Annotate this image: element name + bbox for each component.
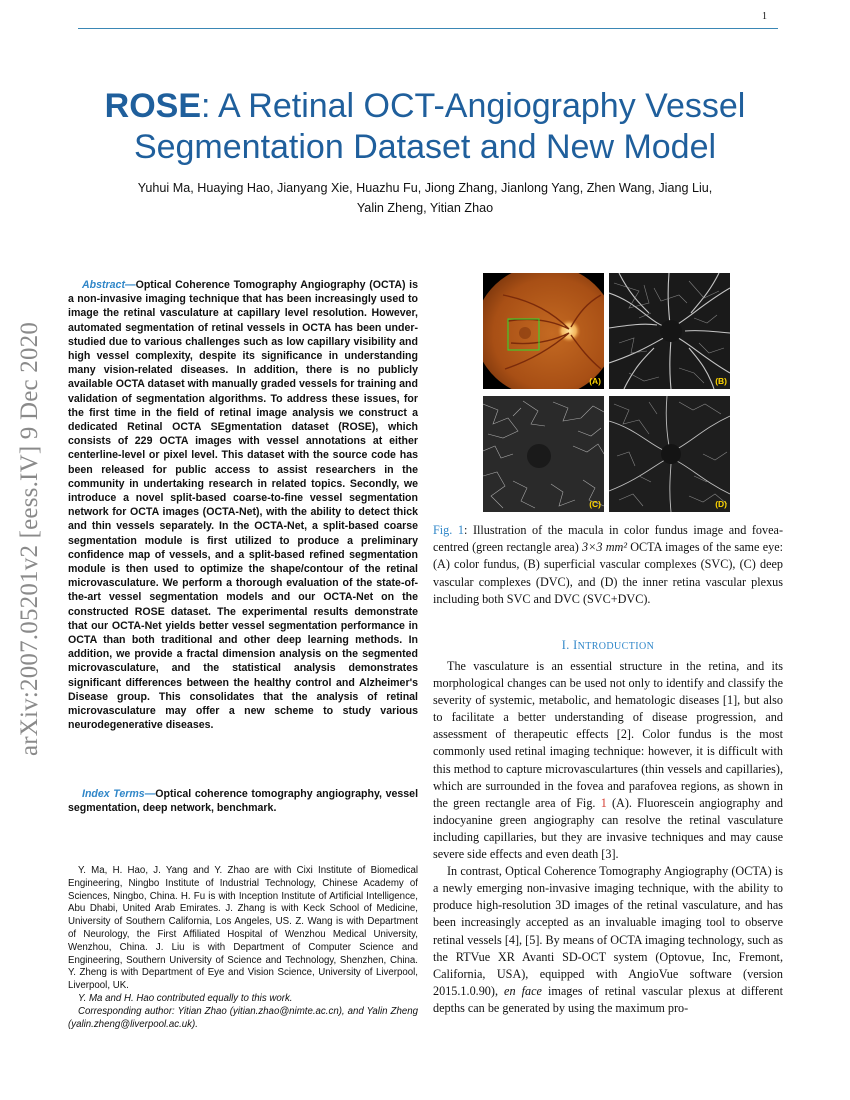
panel-label-c: (C) — [589, 499, 601, 509]
section-numeral: I. — [561, 638, 570, 652]
intro-p1-text-a: The vasculature is an essential structure in the retina, and its morphological changes can be used not only to identify and classify the severity of systemic, metabolic, and hematologic diseases [1], but also to facilitate a better understanding of disease progression, and assessment of therapeutic effects [2]. Color fundus is the most commonly used retinal imaging technique: however, it is difficult with this method to capture microvasculartures (thin vessels and capillaries), which are surrounded in the fovea and parafovea regions, as shown in the green rectangle area of Fig. — [433, 659, 783, 810]
introduction-body — [433, 658, 783, 1017]
authors-line2: Yalin Zheng, Yitian Zhao — [356, 201, 494, 215]
intro-p1-text-b: (A). Fluorescein angiography and indocyanine green angiography can resolve the retinal vasculature including capillaries, but they are invasive techniques and may cause severe side effects and even death [3]. — [433, 795, 784, 862]
intro-p2-text-b: images of retinal vascular plexus at different depths can be generated by using the maximum pro- — [433, 983, 783, 1015]
page-number: 1 — [762, 11, 767, 22]
title-line2: Segmentation Dataset and New Model — [133, 128, 717, 166]
intro-paragraph-2 — [433, 863, 783, 1017]
abstract-lead: Abstract— — [82, 279, 136, 291]
abstract-text: Optical Coherence Tomography Angiography (OCTA) is a non-invasive imaging technique that has been increasingly used to image the retinal vasculature at capillary level resolution. However, automated segmentation of retinal vessels in OCTA has been under-studied due to various challenges such as low capillary visibility and high vessel complexity, despite its significance in understanding many vision-related diseases. In addition, there is no publicly available OCTA dataset with manually graded vessels for training and validation of segmentation algorithms. To address these issues, for the first time in the field of retinal image analysis we construct a dedicated Retinal OCTA SEgmentation dataset (ROSE), which consists of 229 OCTA images with vessel annotations at either centerline-level or pixel level. This dataset with the source code has been released for public access to assist researchers in the community in undertaking research in related topics. Secondly, we introduce a novel split-based coarse-to-fine vessel segmentation network for OCTA images (OCTA-Net), with the ability to detect thick and thin vessels separately. In the OCTA-Net, a split-based coarse segmentation module is first utilized to produce a preliminary confidence map of vessels, and a split-based refined segmentation module is then used to optimize the shape/contour of the retinal microvasculature. We perform a thorough evaluation of the state-of-the-art vessel segmentation models and our OCTA-Net on the constructed ROSE dataset. The experimental results demonstrate that our OCTA-Net yields better vessel segmentation performance in OCTA than both traditional and other deep learning methods. In addition, we provide a fractal dimension analysis on the segmented microvasculature, and the statistical analysis demonstrates significant differences between the healthy control and Alzheimer's Disease group. This consolidates that the analysis of retinal microvasculature may offer a new scheme to study various neurodegenerative diseases. — [68, 279, 418, 732]
abstract — [68, 278, 418, 733]
author-list — [80, 178, 770, 218]
caption-text-1: : Illustration of the macula in color fundus image and fovea-centred (green rectangle area) — [433, 523, 784, 555]
caption-math: 3×3 mm² — [582, 540, 627, 555]
figure-panel-b-svc — [609, 273, 730, 389]
figure-panel-d-svc-dvc — [609, 396, 730, 512]
footnote-corresponding: Corresponding author: Yitian Zhao (yitian.zhao@nimte.ac.cn), and Yalin Zheng (yalin.zheng@liverpool.ac.uk). — [68, 1005, 418, 1030]
figure-panel-c-dvc — [483, 396, 604, 512]
footnote — [68, 865, 418, 1031]
panel-label-b: (B) — [715, 376, 727, 386]
section-initial: I — [573, 638, 578, 652]
paper-title — [80, 86, 770, 168]
caption-text-2: OCTA images of the same eye: (A) color fundus, (B) superficial vascular complexes (SVC), (C) deep vascular complexes (DVC), and (D) the inner retina vascular plexus including both SVC and DVC (SVC+DVC). — [433, 540, 783, 606]
authors-line1: Yuhui Ma, Huaying Hao, Jianyang Xie, Huazhu Fu, Jiong Zhang, Jianlong Yang, Zhen Wang, Jiang Liu, — [137, 181, 713, 195]
title-line1: : A Retinal OCT-Angiography Vessel — [201, 87, 746, 125]
panel-label-a: (A) — [589, 376, 601, 386]
arxiv-stamp-text: arXiv:2007.05201v2 [eess.IV] 9 Dec 2020 — [16, 321, 43, 757]
footnote-equal-contribution: Y. Ma and H. Hao contributed equally to this work. — [78, 992, 293, 1004]
fig-reference-link[interactable]: 1 — [600, 795, 607, 810]
footnote-affiliations: Y. Ma, H. Hao, J. Yang and Y. Zhao are with Cixi Institute of Biomedical Engineering, Ningbo Institute of Industrial Technology, Chinese Academy of Sciences, Ningbo, China. H. Fu is with Inception Institute of Artificial Intelligence, Abu Dhabi, United Arab Emirates. J. Zhang is with Keck School of Medicine, University of Southern California, Los Angeles, US. Z. Wang is with Department of Neurology, the First Affiliated Hospital of Wenzhou Medical University, Wenzhou, China. J. Liu is with Department of Computer Science and Engineering, Southern University of Science and Technology, Shenzhen, China. Y. Zheng is with Department of Eye and Vision Science, University of Liverpool, Liverpool, UK. — [68, 865, 418, 992]
header-rule — [78, 28, 778, 29]
title-acronym: ROSE — [104, 87, 202, 125]
intro-p2-text-a: In contrast, Optical Coherence Tomography Angiography (OCTA) is a newly emerging non-invasive imaging technique, with the ability to produce high-resolution 3D images of the retinal vasculature, and has been increasingly accepted as an invaluable imaging tool to observe retinal vessels [4], [5]. By means of OCTA imaging technology, such as the RTVue XR Avanti SD-OCT system (Optovue, Inc, Fremont, California, USA), equipped with AngioVue software (version 2015.1.0.90), — [433, 864, 783, 998]
intro-p2-emphasis: en face — [504, 983, 542, 998]
caption-label: Fig. 1 — [433, 523, 464, 537]
figure-caption — [433, 522, 783, 608]
index-terms-lead: Index Terms— — [82, 788, 156, 800]
index-terms-text: Optical coherence tomography angiography, vessel segmentation, deep network, benchmark. — [68, 788, 419, 815]
section-title-rest: NTRODUCTION — [577, 641, 655, 652]
index-terms — [68, 787, 418, 815]
panel-label-d: (D) — [715, 499, 727, 509]
figure-panel-a-fundus — [483, 273, 604, 389]
section-heading-introduction — [433, 638, 783, 653]
intro-paragraph-1 — [433, 658, 783, 863]
